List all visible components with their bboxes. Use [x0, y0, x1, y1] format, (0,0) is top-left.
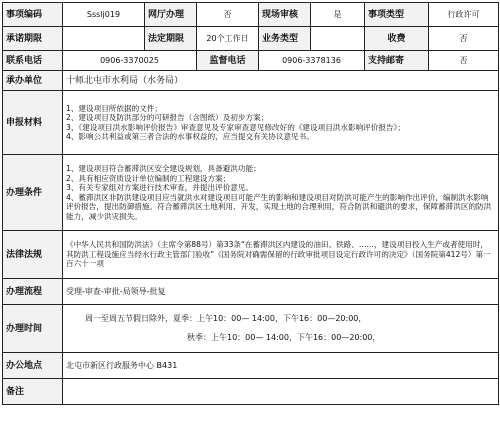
hours-label: 办理时间 [3, 305, 63, 353]
promise-label: 承诺期限 [3, 27, 63, 51]
item-type-label: 事项类型 [365, 3, 429, 27]
mail-support-label: 支持邮寄 [365, 51, 429, 71]
row-conditions [3, 155, 499, 231]
row-deadline [3, 27, 499, 51]
row-phone [3, 51, 499, 71]
unit-value: 十师北屯市水利局（水务局） [63, 71, 499, 91]
row-item-code [3, 3, 499, 27]
phone-value: 0906-3370025 [63, 51, 197, 71]
legal-deadline-value: 20个工作日 [197, 27, 259, 51]
promise-value [63, 27, 145, 51]
flow-value: 受理-审查-审批-局领导-批复 [63, 279, 499, 305]
business-type-label: 业务类型 [259, 27, 311, 51]
supervision-phone-value: 0906-3378136 [259, 51, 365, 71]
onsite-label: 现场审核 [259, 3, 311, 27]
row-flow [3, 279, 499, 305]
laws-label: 法律法规 [3, 231, 63, 279]
phone-label: 联系电话 [3, 51, 63, 71]
remark-value [63, 379, 499, 405]
address-value: 北屯市新区行政服务中心 B431 [63, 353, 499, 379]
item-type-value: 行政许可 [429, 3, 499, 27]
fee-value: 否 [429, 27, 499, 51]
online-value: 否 [197, 3, 259, 27]
supervision-phone-label: 监督电话 [197, 51, 259, 71]
row-hours [3, 305, 499, 353]
mail-support-value: 否 [429, 51, 499, 71]
row-unit [3, 71, 499, 91]
remark-label: 备注 [3, 379, 63, 405]
hours-summer: 周一至周五节假日除外，夏季：上午10：00— 14:00，下午16：00—20:00， [85, 314, 367, 323]
materials-text: 1、建设项目所依据的文件； 2、建设项目及防洪部分的可研报告（含图纸）及初步方案； 3、《建设项目洪水影响评价报告》审查意见及专家审查意见修改好的《建设项目洪水影响评价报告》； 4、影响公共利益或第三者合法的水事权益的，应当提交有关协议意见书。 [63, 91, 499, 155]
row-address [3, 353, 499, 379]
online-label: 网厅办理 [145, 3, 197, 27]
fee-label: 收费 [365, 27, 429, 51]
hours-autumn: 秋季：上午10：00— 14:00，下午16：00—20:00， [187, 333, 381, 342]
legal-deadline-label: 法定期限 [145, 27, 197, 51]
materials-label: 申报材料 [3, 91, 63, 155]
row-materials [3, 91, 499, 155]
laws-text: 《中华人民共和国防洪法》（主席令第88号）第33条“在蓄滞洪区内建设的油田、铁路、……，建设项目投入生产或者使用时，其防洪工程设施应当经水行政主管部门验收”《国务院对确需保留的行政审批项目设定行政许可的决定》（国务院第412号）第一百六十一项 [63, 231, 499, 279]
conditions-label: 办理条件 [3, 155, 63, 231]
flow-label: 办理流程 [3, 279, 63, 305]
address-label: 办公地点 [3, 353, 63, 379]
row-laws [3, 231, 499, 279]
hours-value [63, 305, 499, 353]
conditions-text: 1、建设项目符合蓄滞洪区安全建设规划，具备避洪功能； 2、具有相应资质设计单位编制的工程建设方案； 3、有关专家组对方案进行技术审查，并提出评价意见。 4、蓄滞洪区非防洪建设项目应当就洪水对建设项目可能产生的影响和建设项目对防洪可能产生的影响作出评价，编制洪水影响评价报告，提出防御措施。符合蓄滞洪区土地利用、开发，实现土地的合理利用，符合防洪和避洪的要求，保障蓄滞洪区的防洪能力，减少洪灾损失。 [63, 155, 499, 231]
unit-label: 承办单位 [3, 71, 63, 91]
item-code-label: 事项编码 [3, 3, 63, 27]
business-type-value [311, 27, 365, 51]
onsite-value: 是 [311, 3, 365, 27]
service-info-table [2, 2, 499, 405]
row-remark [3, 379, 499, 405]
item-code-value: Ssslj019 [63, 3, 145, 27]
